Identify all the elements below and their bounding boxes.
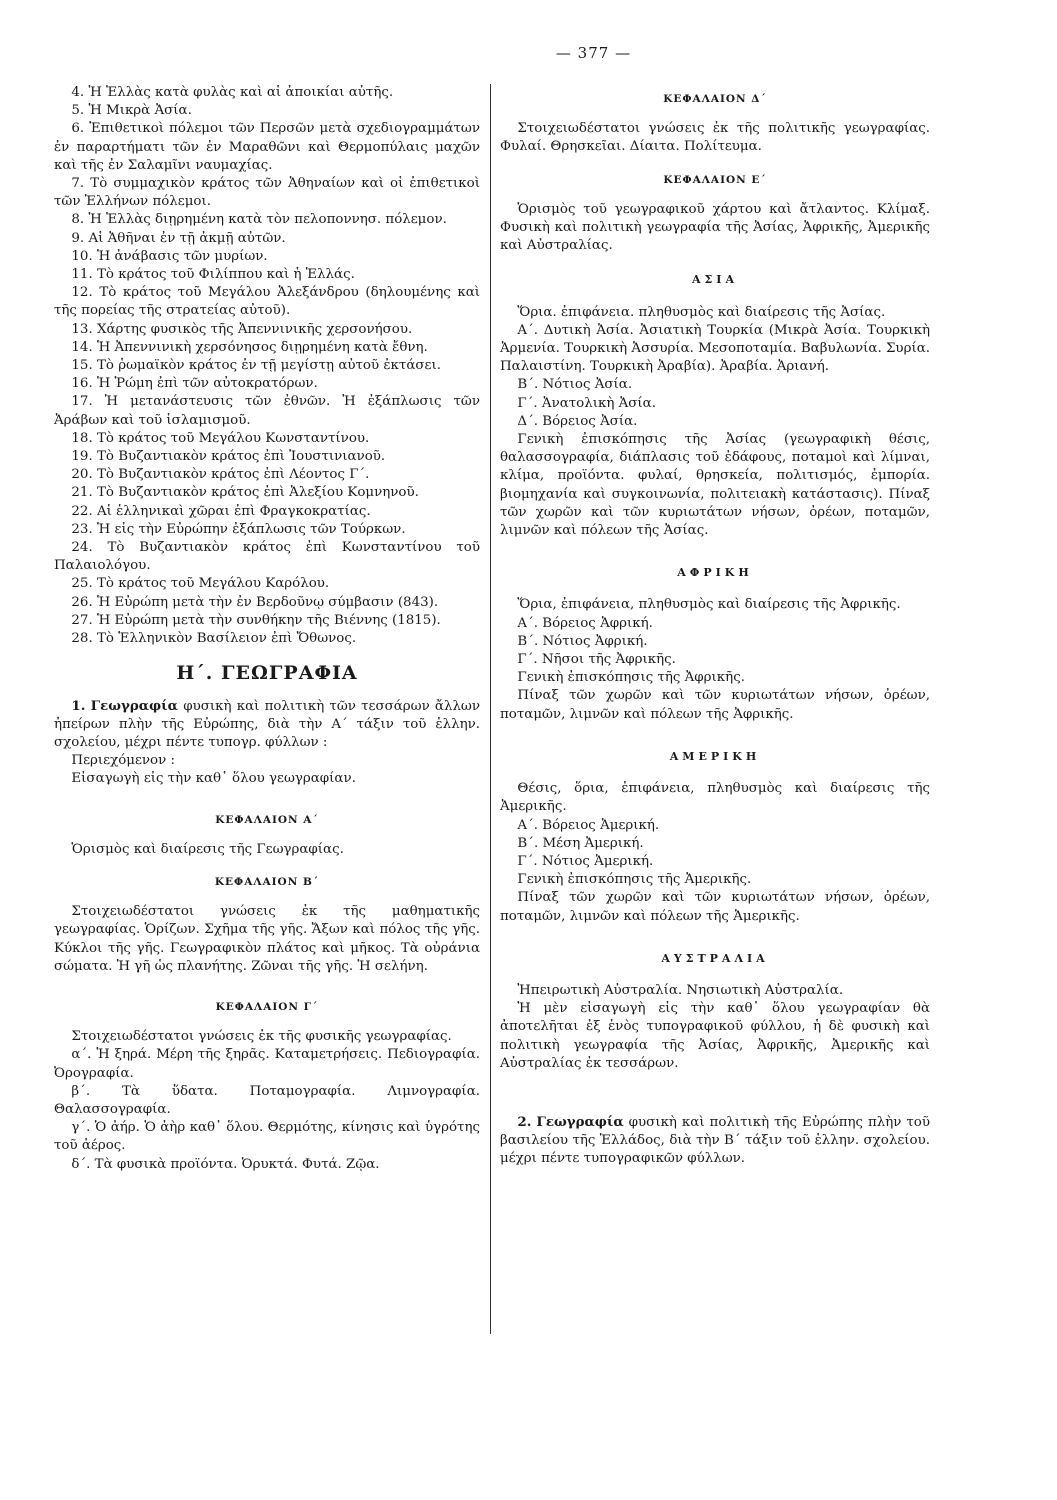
list-item: 5. Ἡ Μικρὰ Ἀσία. <box>71 103 192 119</box>
chapter-c-item: α΄. Ἡ ξηρά. Μέρη τῆς ξηρᾶς. Καταμετρήσεις. Πεδιογραφία. Ὀρογραφία. <box>54 1047 480 1081</box>
list-item: 8. Ἡ Ἑλλὰς διῃρημένη κατὰ τὸν πελοποννησ. πόλεμον. <box>71 212 447 228</box>
chapter-d-text: Στοιχειωδέστατοι γνώσεις ἐκ τῆς πολιτικῆς γεωγραφίας. Φυλαί. Θρησκεῖαι. Δίαιτα. Πολίτευμα. <box>500 121 930 155</box>
asia-item: Γ΄. Ἀνατολικὴ Ἀσία. <box>517 395 656 411</box>
list-item: 27. Ἡ Εὐρώπη μετὰ τὴν συνθήκην τῆς Βιέννης (1815). <box>71 612 441 628</box>
australia-text: Ἡ μὲν εἰσαγωγὴ εἰς τὴν καθ᾽ ὅλου γεωγραφίαν θὰ ἀποτελῆται ἐξ ἑνὸς τυπογραφικοῦ φύλλου, ἡ δὲ φυσικὴ καὶ πολιτικὴ γεωγραφία τῆς Ἀσίας, Ἀφρικῆς, Ἀμερικῆς καὶ Αὐστραλίας ἐκ τεσσάρων. <box>500 1001 930 1071</box>
africa-item: Α΄. Βόρειος Ἀφρική. <box>517 615 653 631</box>
chapter-c-item: β΄. Τὰ ὕδατα. Ποταμογραφία. Λιμνογραφία. Θαλασσογραφία. <box>54 1083 480 1117</box>
geography-1-text: φυσικὴ καὶ πολιτικὴ τῶν τεσσάρων ἄλλων ἠπείρων πλὴν τῆς Εὐρώπης, διὰ τὴν Α΄ τάξιν τοῦ ἑλλην. σχολείου, μέχρι πέντε τυπογρ. φύλλων : <box>54 698 480 750</box>
list-item: 20. Τὸ Βυζαντιακὸν κράτος ἐπὶ Λέοντος Γ΄. <box>71 467 370 483</box>
list-item: 4. Ἡ Ἑλλὰς κατὰ φυλὰς καὶ αἱ ἀποικίαι αὐτῆς. <box>71 85 394 100</box>
africa-item: Β΄. Νότιος Ἀφρική. <box>517 633 648 649</box>
chapter-e-title: ΚΕΦΑΛΑΙΟΝ Ε΄ <box>663 173 767 186</box>
chapter-a-text: Ὁρισμὸς καὶ διαίρεσις τῆς Γεωγραφίας. <box>71 841 344 857</box>
list-item: 25. Τὸ κράτος τοῦ Μεγάλου Καρόλου. <box>71 576 330 592</box>
africa-table: Πίναξ τῶν χωρῶν καὶ τῶν κυριωτάτων νήσων, ὀρέων, ποταμῶν, λιμνῶν καὶ πόλεων τῆς Ἀφρικῆς. <box>500 688 930 722</box>
africa-title: ΑΦΡΙΚΗ <box>677 566 753 580</box>
list-item: 17. Ἡ μετανάστευσις τῶν ἐθνῶν. Ἡ ἐξάπλωσις τῶν Ἀράβων καὶ τοῦ ἰσλαμισμοῦ. <box>54 394 480 428</box>
list-item: 16. Ἡ Ῥώμη ἐπὶ τῶν αὐτοκρατόρων. <box>71 376 318 392</box>
america-title: ΑΜΕΡΙΚΗ <box>669 749 761 763</box>
list-item: 19. Τὸ Βυζαντιακὸν κράτος ἐπὶ Ἰουστινιανοῦ. <box>71 449 386 465</box>
geography-1-number: 1. <box>71 697 86 714</box>
list-item: 15. Τὸ ῥωμαϊκὸν κράτος ἐν τῇ μεγίστῃ αὐτοῦ ἐκτάσει. <box>71 358 441 374</box>
section-title: Η΄. ΓΕΩΓΡΑΦΙΑ <box>176 662 358 685</box>
list-item: 22. Αἱ ἑλληνικαὶ χῶραι ἐπὶ Φραγκοκρατίας. <box>71 503 371 519</box>
america-item: Α΄. Βόρειος Ἀμερική. <box>517 817 660 833</box>
australia-title: ΑΥΣΤΡΑΛΙΑ <box>661 951 769 965</box>
geography-2-number: 2. <box>517 1113 532 1130</box>
asia-item: Δ΄. Βόρειος Ἀσία. <box>517 413 638 429</box>
chapter-d-title: ΚΕΦΑΛΑΙΟΝ Δ΄ <box>663 93 767 105</box>
list-item: 11. Τὸ κράτος τοῦ Φιλίππου καὶ ἡ Ἑλλάς. <box>71 267 355 283</box>
geography-1-keyword: Γεωγραφία <box>90 697 178 714</box>
column-divider <box>490 84 491 1334</box>
introduction-line: Εἰσαγωγὴ εἰς τὴν καθ᾽ ὅλου γεωγραφίαν. <box>71 771 356 787</box>
geography-2-text: φυσικὴ καὶ πολιτικὴ τῆς Εὐρώπης πλὴν τοῦ βασιλείου τῆς Ἑλλάδος, διὰ τὴν Β΄ τάξιν τοῦ ἑλλην. σχολείου. μέχρι πέντε τυπογραφικῶν φύλλων. <box>500 1114 930 1167</box>
list-item: 9. Αἱ Ἀθῆναι ἐν τῇ ἀκμῇ αὐτῶν. <box>71 230 286 246</box>
geography-2-paragraph <box>500 1113 930 1169</box>
list-item: 10. Ἡ ἀνάβασις τῶν μυρίων. <box>71 248 268 264</box>
contents-label: Περιεχόμενον : <box>71 753 176 769</box>
chapter-b-text: Στοιχειωδέστατοι γνώσεις ἐκ τῆς μαθηματικῆς γεωγραφίας. Ὁρίζων. Σχῆμα τῆς γῆς. Ἄξων καὶ πόλος τῆς γῆς. Κύκλοι τῆς γῆς. Γεωγραφικὸν πλάτος καὶ μῆκος. Τὰ οὐράνια σώματα. Ἡ γῆ ὡς πλανήτης. Ζῶναι τῆς γῆς. Ἡ σελήνη. <box>54 904 480 974</box>
list-item: 6. Ἐπιθετικοὶ πόλεμοι τῶν Περσῶν μετὰ σχεδιογραμμάτων ἐν παραρτήματι τῶν ἐν Μαραθῶνι καὶ Θερμοπύλαις μαχῶν καὶ τῆς ἐν Σαλαμῖνι ναυμαχίας. <box>54 121 480 173</box>
geography-2-keyword: Γεωγραφία <box>536 1113 624 1130</box>
america-table: Πίναξ τῶν χωρῶν καὶ τῶν κυριωτάτων νήσων, ὀρέων, ποταμῶν, λιμνῶν καὶ πόλεων τῆς Ἀμερικῆς. <box>500 890 930 924</box>
page-number: — 377 — <box>555 44 632 62</box>
chapter-c-intro: Στοιχειωδέστατοι γνώσεις ἐκ τῆς φυσικῆς γεωγραφίας. <box>71 1029 452 1045</box>
list-item: 28. Τὸ Ἑλληνικὸν Βασίλειον ἐπὶ Ὄθωνος. <box>71 631 357 647</box>
list-item: 7. Τὸ συμμαχικὸν κράτος τῶν Ἀθηναίων καὶ οἱ ἐπιθετικοὶ τῶν Ἑλλήνων πόλεμοι. <box>54 176 480 210</box>
geography-1-paragraph <box>54 697 480 753</box>
america-item: Β΄. Μέση Ἀμερική. <box>517 835 644 851</box>
chapter-a-title: ΚΕΦΑΛΑΙΟΝ Α΄ <box>215 813 319 826</box>
list-item: 14. Ἡ Ἀπεννινικὴ χερσόνησος διῃρημένη κατὰ ἔθνη. <box>71 339 428 355</box>
list-item: 24. Τὸ Βυζαντιακὸν κράτος ἐπὶ Κωνσταντίνου τοῦ Παλαιολόγου. <box>54 540 480 574</box>
list-item: 13. Χάρτης φυσικὸς τῆς Ἀπεννινικῆς χερσονήσου. <box>71 321 413 337</box>
right-column <box>500 84 930 1169</box>
list-item: 26. Ἡ Εὐρώπη μετὰ τὴν ἐν Βερδοῦνῳ σύμβασιν (843). <box>71 594 439 610</box>
asia-item: Α΄. Δυτικὴ Ἀσία. Ἀσιατικὴ Τουρκία (Μικρὰ Ἀσία. Τουρκικὴ Ἀρμενία. Τουρκικὴ Ἀσσυρία. Μεσοποταμία. Βαβυλωνία. Συρία. Παλαιστίνη. Τουρκικὴ Ἀραβία). Ἀραβία. Ἀριανή. <box>500 322 930 375</box>
chapter-c-item: δ΄. Τὰ φυσικὰ προϊόντα. Ὀρυκτά. Φυτά. Ζῷα. <box>71 1156 380 1172</box>
africa-intro: Ὅρια, ἐπιφάνεια, πληθυσμὸς καὶ διαίρεσις τῆς Ἀφρικῆς. <box>517 597 901 613</box>
chapter-c-item: γ΄. Ὁ ἀήρ. Ὁ ἀὴρ καθ᾽ ὅλου. Θερμότης, κίνησις καὶ ὑγρότης τοῦ ἀέρος. <box>54 1120 480 1154</box>
asia-intro: Ὅρια. ἐπιφάνεια. πληθυσμὸς καὶ διαίρεσις τῆς Ἀσίας. <box>517 304 886 320</box>
asia-general: Γενικὴ ἐπισκόπησις τῆς Ἀσίας (γεωγραφικὴ θέσις, θαλασσογραφία, διάπλασις τοῦ ἐδάφους, ποταμοὶ καὶ λίμναι, κλίμα, προϊόντα. φυλαί, θρησκεία, πολιτισμός, ἐμπορία. βιομηχανία καὶ συγκοινωνία, πολιτειακὴ κατάστασις). Πίναξ τῶν χωρῶν καὶ τῶν κυριωτάτων νήσων, ὀρέων, ποταμῶν, λιμνῶν καὶ πόλεων τῆς Ἀσίας. <box>500 432 930 539</box>
list-item: 23. Ἡ εἰς τὴν Εὐρώπην ἐξάπλωσις τῶν Τούρκων. <box>71 521 406 537</box>
america-intro: Θέσις, ὅρια, ἐπιφάνεια, πληθυσμὸς καὶ διαίρεσις τῆς Ἀμερικῆς. <box>500 781 930 815</box>
chapter-b-title: ΚΕΦΑΛΑΙΟΝ Β΄ <box>214 875 320 888</box>
africa-item: Γ΄. Νῆσοι τῆς Ἀφρικῆς. <box>517 652 676 668</box>
asia-item: Β΄. Νότιος Ἀσία. <box>517 377 633 393</box>
chapter-e-text: Ὁρισμὸς τοῦ γεωγραφικοῦ χάρτου καὶ ἄτλαντος. Κλίμαξ. Φυσικὴ καὶ πολιτικὴ γεωγραφία τῆς Ἀσίας, Ἀφρικῆς, Ἀμερικῆς καὶ Αὐστραλίας. <box>500 201 930 254</box>
list-item: 12. Τὸ κράτος τοῦ Μεγάλου Ἀλεξάνδρου (δηλουμένης καὶ τῆς πορείας τῆς στρατείας αὐτοῦ). <box>54 285 480 319</box>
left-column <box>54 84 480 1174</box>
america-item: Γ΄. Νότιος Ἀμερική. <box>517 853 654 869</box>
asia-title: ΑΣΙΑ <box>692 273 738 287</box>
list-item: 21. Τὸ Βυζαντιακὸν κράτος ἐπὶ Ἀλεξίου Κομνηνοῦ. <box>71 485 419 501</box>
chapter-c-title: ΚΕΦΑΛΑΙΟΝ Γ΄ <box>215 1000 319 1013</box>
africa-general: Γενικὴ ἐπισκόπησις τῆς Ἀφρικῆς. <box>517 670 745 686</box>
australia-intro: Ἠπειρωτικὴ Αὐστραλία. Νησιωτικὴ Αὐστραλία. <box>517 982 844 998</box>
list-item: 18. Τὸ κράτος τοῦ Μεγάλου Κωνσταντίνου. <box>71 430 370 446</box>
america-general: Γενικὴ ἐπισκόπησις τῆς Ἀμερικῆς. <box>517 872 752 888</box>
